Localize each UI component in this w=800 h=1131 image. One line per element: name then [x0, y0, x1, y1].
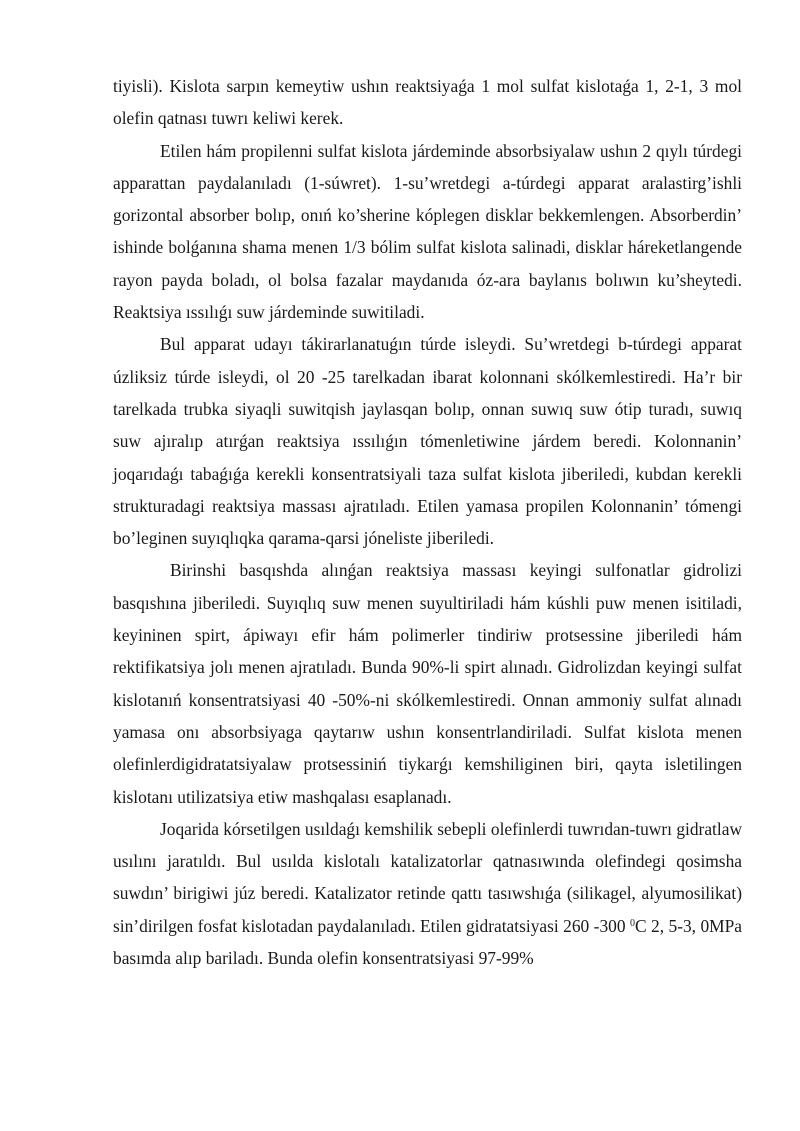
paragraph-hydrolysis: Birinshi basqıshda alınǵan reaktsiya massası keyingi sulfonatlar gidrolizi basqıshına jiberiledi. Suyıqlıq suw menen suyultiriladi hám kúshli puw menen isitiladi, keyininen spirt, ápiwayı efir hám polimerler tindiriw protsessine jiberiledi hám rektifikatsiya jolı menen ajratıladı. Bunda 90%-li spirt alınadı. Gidrolizdan keyingi sulfat kislotanıń konsentratsiyasi 40 -50%-ni skólkemlestiredi. Onnan ammoniy sulfat alınadı yamasa onı absorbsiyaga qaytarıw ushın konsentrlandiriladi. Sulfat kislota menen olefinlerdigidratatsiyalaw protsessiniń tiykarǵı kemshiliginen biri, qayta isletilingen kislotanı utilizatsiya etiw mashqalası esaplanadı.: [113, 560, 742, 807]
degree-superscript: 0: [629, 917, 635, 929]
paragraph-text-end: C 2, 5-3, 0MPa basımda alıp bariladı. Bunda olefin konsentratsiyasi 97-99%: [113, 915, 743, 969]
paragraph-direct-hydration: [113, 813, 742, 974]
paragraph-absorption-apparatus: Etilen hám propilenni sulfat kislota járdeminde absorbsiyalaw ushın 2 qıylı túrdegi apparattan paydalanıladı (1-súwret). 1-su’wretdegi a-túrdegi apparat aralastirg’ishli gorizontal absorber bolıp, onıń ko’sherine kóplegen disklar bekkemlengen. Absorberdin’ ishinde bolǵanına shama menen 1/3 bólim sulfat kislota salinadi, disklar háreketlangende rayon payda boladı, ol bolsa fazalar maydanıda óz-ara baylanıs bolıwın ku’sheytedi. Reaktsiya ıssılıǵı suw járdeminde suwitiladi.: [113, 140, 742, 323]
paragraph-text: Joqarida kórsetilgen usıldaǵı kemshilik sebepli olefinlerdi tuwrıdan-tuwrı gidratlaw usılını jaratıldı. Bul usılda kislotalı katalizatorlar qatnasıwında olefindegi qosimsha suwdın’ birigiwi júz beredi. Katalizator retinde qattı tasıwshıǵa (silikagel, alyumosilikat) sin’dirilgen fosfat kislotadan paydalanıladı. Etilen gidratatsiyasi 260 -300: [113, 818, 742, 936]
paragraph-continuation: tiyisli). Kislota sarpın kemeytiw ushın reaktsiyaǵa 1 mol sulfat kislotaǵa 1, 2-1, 3 mol olefin qatnası tuwrı keliwi kerek.: [113, 76, 742, 129]
paragraph-column-apparatus: Bul apparat udayı tákirarlanatuǵın túrde isleydi. Su’wretdegi b-túrdegi apparat úzliksiz túrde isleydi, ol 20 -25 tarelkadan ibarat kolonnani skólkemlestiredi. Ha’r bir tarelkada trubka siyaqli suwitqish jaylasqan bolıp, onnan suwıq suw ótip turadı, suwıq suw ajıralıp atırǵan reaktsiya ıssılıǵın tómenletiwine járdem beredi. Kolonnanin’ joqarıdaǵı tabaǵıǵa kerekli konsentratsiyali taza sulfat kislota jiberiledi, kubdan kerekli strukturadagi reaktsiya massası ajratıladı. Etilen yamasa propilen Kolonnanin’ tómengi bo’leginen suyıqlıqka qarama-qarsi jóneliste jiberiledi.: [113, 334, 742, 549]
